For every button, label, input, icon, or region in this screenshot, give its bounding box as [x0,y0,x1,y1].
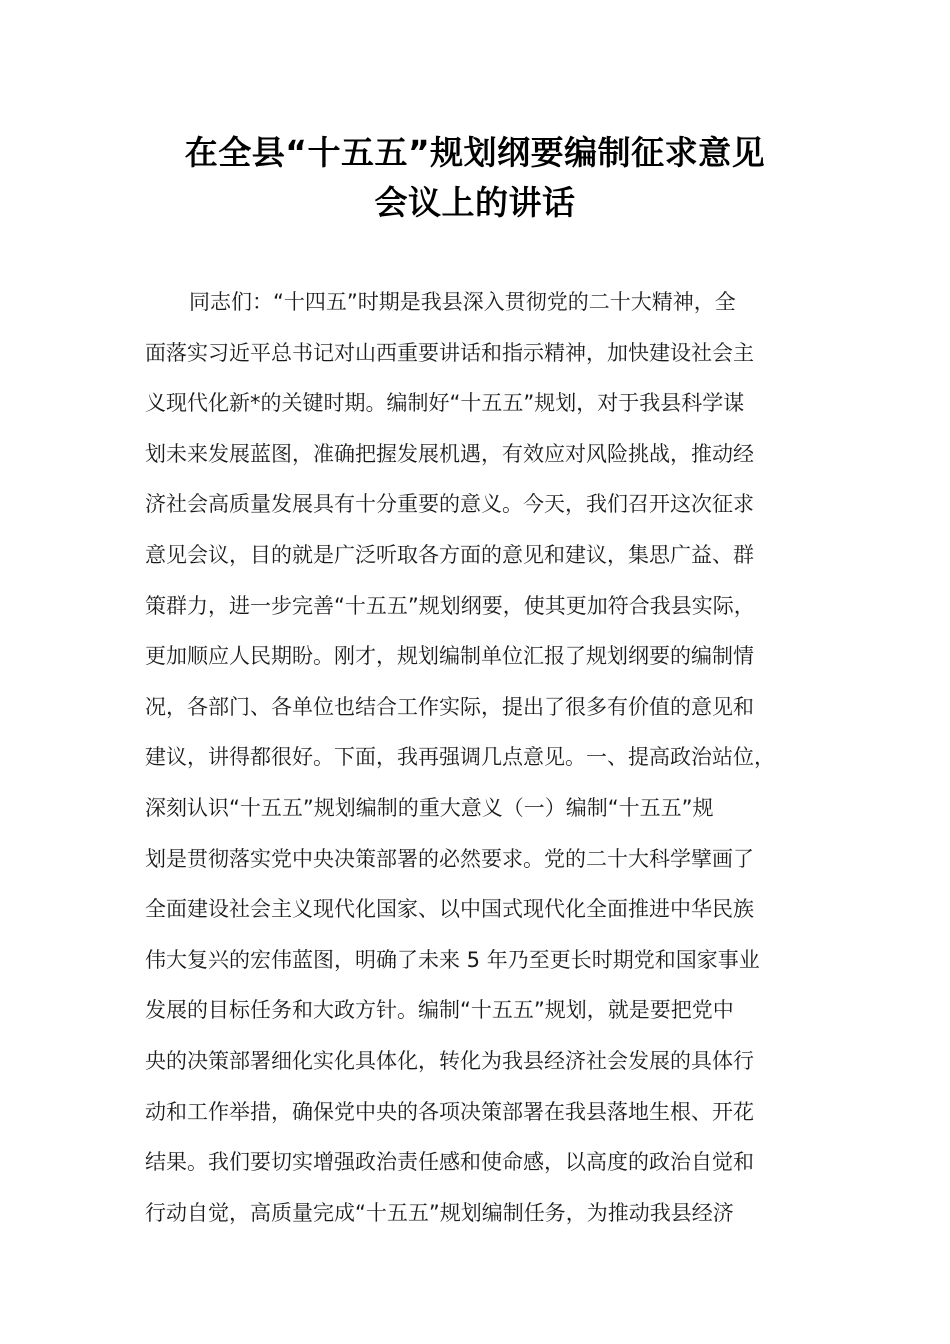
body-line: 划未来发展蓝图，准确把握发展机遇，有效应对风险挑战，推动经 [145,441,754,466]
body-line: 济社会高质量发展具有十分重要的意义。今天，我们召开这次征求 [145,492,754,517]
title-line-1: 在全县“十五五”规划纲要编制征求意见 [184,133,766,172]
title-line-2: 会议上的讲话 [374,183,576,222]
body-line: 意见会议，目的就是广泛听取各方面的意见和建议，集思广益、群 [145,542,754,567]
body-line: 伟大复兴的宏伟蓝图，明确了未来 5 年乃至更长时期党和国家事业 [145,947,760,972]
body-line: 策群力，进一步完善“十五五”规划纲要，使其更加符合我县实际， [145,593,755,618]
body-line: 结果。我们要切实增强政治责任感和使命感，以高度的政治自觉和 [145,1150,754,1175]
body-line: 行动自觉，高质量完成“十五五”规划编制任务，为推动我县经济 [145,1200,734,1225]
body-line: 划是贯彻落实党中央决策部署的必然要求。党的二十大科学擘画了 [145,846,754,871]
body-line: 面落实习近平总书记对山西重要讲话和指示精神，加快建设社会主 [145,340,754,365]
body-line: 发展的目标任务和大政方针。编制“十五五”规划，就是要把党中 [145,998,734,1023]
body-line: 全面建设社会主义现代化国家、以中国式现代化全面推进中华民族 [145,897,754,922]
body-line: 况，各部门、各单位也结合工作实际，提出了很多有价值的意见和 [145,694,754,719]
body-line: 更加顺应人民期盼。刚才，规划编制单位汇报了规划纲要的编制情 [145,644,754,669]
body-line: 建议，讲得都很好。下面，我再强调几点意见。一、提高政治站位， [145,745,775,770]
body-line: 动和工作举措，确保党中央的各项决策部署在我县落地生根、开花 [145,1099,754,1124]
page-title [100,128,850,228]
body-paragraph [145,277,825,1238]
body-line: 深刻认识“十五五”规划编制的重大意义（一）编制“十五五”规 [145,795,714,820]
body-line: 义现代化新*的关键时期。编制好“十五五”规划，对于我县科学谋 [145,391,745,416]
body-line: 央的决策部署细化实化具体化，转化为我县经济社会发展的具体行 [145,1048,754,1073]
body-line: 同志们：“十四五”时期是我县深入贯彻党的二十大精神，全 [189,290,736,314]
